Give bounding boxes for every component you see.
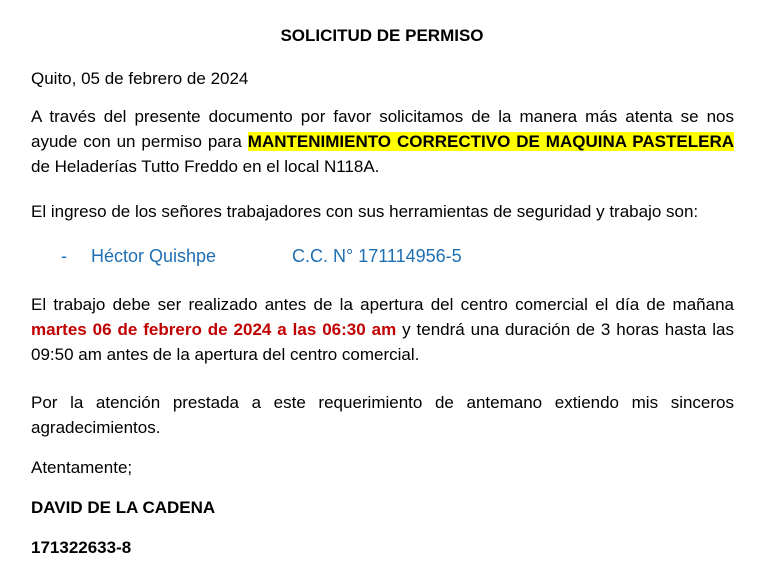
closing-line: Atentamente; bbox=[31, 458, 133, 477]
highlighted-service: MANTENIMIENTO CORRECTIVO DE MAQUINA PASTELERA bbox=[247, 132, 734, 151]
request-text-a: A través del presente documento por favor solicitamos de la manera más atenta se nos ayude con un permiso para bbox=[31, 107, 734, 151]
workers-intro: El ingreso de los señores trabajadores con sus herramientas de seguridad y trabajo son: bbox=[31, 202, 699, 221]
request-text-b: de Heladerías Tutto Freddo en el local N118A. bbox=[31, 157, 380, 176]
worker-name: Héctor Quishpe bbox=[91, 246, 217, 266]
signer-name: DAVID DE LA CADENA bbox=[31, 498, 216, 517]
schedule-datetime: martes 06 de febrero de 2024 a las 06:30 am bbox=[31, 320, 397, 339]
worker-entry bbox=[0, 246, 764, 272]
request-paragraph bbox=[31, 104, 734, 179]
list-dash: - bbox=[61, 246, 67, 266]
date-line: Quito, 05 de febrero de 2024 bbox=[31, 69, 249, 88]
thanks-paragraph: Por la atención prestada a este requerimiento de antemano extiendo mis sinceros agradecimientos. bbox=[31, 393, 734, 437]
schedule-paragraph bbox=[31, 292, 734, 367]
schedule-text-a: El trabajo debe ser realizado antes de la apertura del centro comercial el día de mañana bbox=[31, 295, 734, 314]
worker-id: C.C. N° 171114956-5 bbox=[292, 246, 462, 266]
signer-id: 171322633-8 bbox=[31, 538, 132, 557]
schedule-text-b: y tendrá una duración de 3 horas hasta las 09:50 am antes de la apertura del centro comercial. bbox=[31, 320, 734, 364]
document-title: SOLICITUD DE PERMISO bbox=[280, 26, 484, 45]
